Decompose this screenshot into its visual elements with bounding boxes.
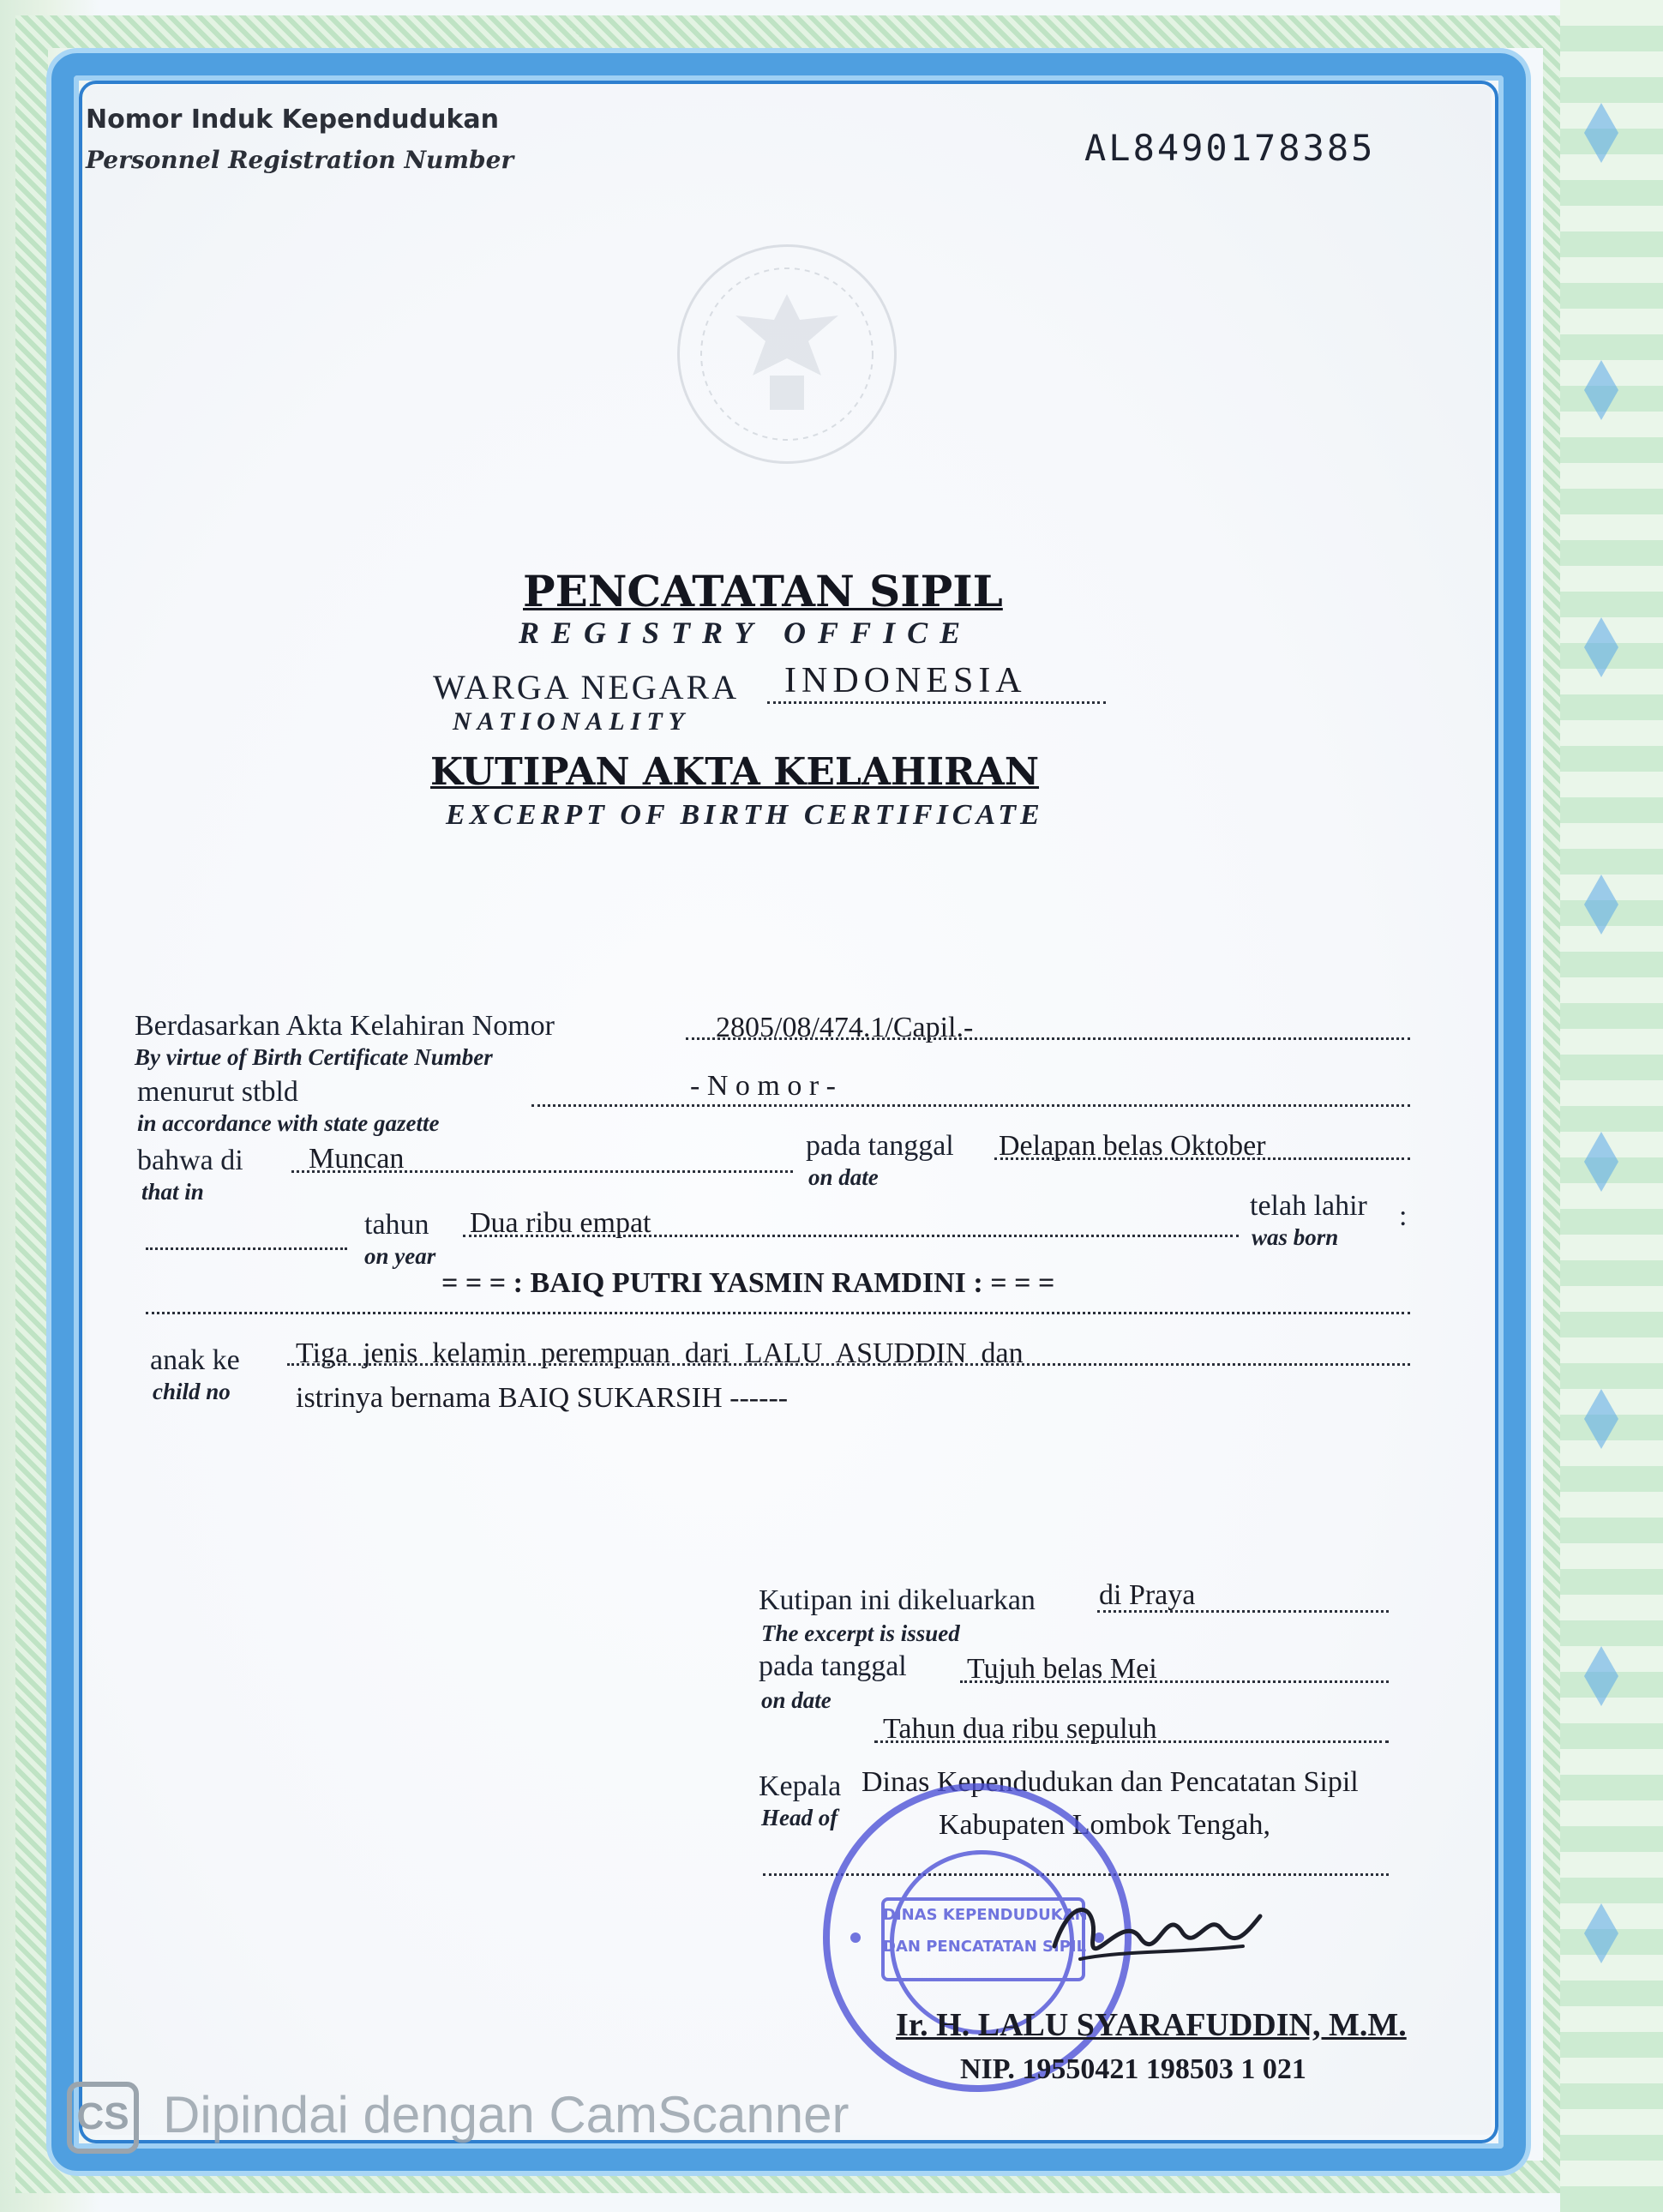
stbld-label-id: menurut stbld: [137, 1076, 298, 1108]
cert-number-label-en: By virtue of Birth Certificate Number: [135, 1044, 493, 1070]
camscanner-watermark: Dipindai dengan CamScanner: [163, 2086, 850, 2143]
cert-number-value: 2805/08/474.1/Capil.-: [716, 1012, 974, 1043]
born-label-id: telah lahir: [1250, 1190, 1367, 1222]
garuda-emblem-icon: [677, 244, 897, 464]
document-title-en: EXCERPT OF BIRTH CERTIFICATE: [446, 799, 1044, 831]
nik-label-id: Nomor Induk Kependudukan: [86, 105, 500, 135]
place-value: Muncan: [309, 1143, 405, 1175]
child-number-label-id: anak ke: [150, 1344, 240, 1376]
head-office-line2: Kabupaten Lombok Tengah,: [939, 1809, 1270, 1841]
date-label-en: on date: [808, 1164, 879, 1190]
official-stamp: DINAS KEPENDUDUKAN DAN PENCATATAN SIPIL: [823, 1783, 1132, 2092]
cert-number-label-id: Berdasarkan Akta Kelahiran Nomor: [135, 1010, 555, 1042]
born-label-en: was born: [1252, 1224, 1339, 1250]
head-label-en: Head of: [761, 1805, 838, 1830]
place-label-en: that in: [141, 1179, 204, 1205]
stbld-value: - N o m o r -: [690, 1070, 836, 1102]
year-label-id: tahun: [364, 1209, 429, 1241]
issued-date-label-id: pada tanggal: [759, 1650, 907, 1682]
official-name: Ir. H. LALU SYARAFUDDIN, M.M.: [896, 2007, 1407, 2043]
serial-number: AL8490178385: [1084, 127, 1376, 169]
place-label-id: bahwa di: [137, 1145, 243, 1176]
document-title-id: KUTIPAN AKTA KELAHIRAN: [430, 750, 1040, 794]
nationality-value: INDONESIA: [784, 661, 1027, 700]
head-label-id: Kepala: [759, 1770, 842, 1802]
stbld-label-en: in accordance with state gazette: [137, 1110, 440, 1136]
head-office-line1: Dinas Kependudukan dan Pencatatan Sipil: [862, 1766, 1359, 1798]
nationality-label-en: NATIONALITY: [453, 707, 691, 736]
year-label-en: on year: [364, 1243, 436, 1269]
office-title-id: PENCATATAN SIPIL: [523, 566, 1003, 616]
child-detail-line1: Tiga jenis kelamin perempuan dari LALU ASUDDIN dan: [296, 1337, 1024, 1369]
certificate-page: Nomor Induk Kependudukan Personnel Registration Number AL8490178385 PENCATATAN SIPIL REGISTRY OFFICE WARGA NEGARA INDONESIA NATIONALITY KUTIPAN AKTA KELAHIRAN EXCERPT OF BIRTH CERTIFICATE Berdasarkan Akta Kelahiran Nomor By virtue of Birth Certificate Number 2805/08/474.1/Capil.- menurut stbld in accordance with state gazette - N o m o r - bahwa di that in Muncan pada tanggal on date Delapan belas Oktober tahun on year Dua ribu empat telah lahir was born : = = = : BAIQ PUTRI YASMIN RAMDINI : = = = anak ke child no Tiga jenis kelamin perempuan dari LALU ASUDDIN dan istrinya bernama BAIQ SUKARSIH ------ Kutipan ini dikeluarkan The excerpt is issued di Praya pada tanggal on date Tujuh belas Mei Tahun dua ribu sepuluh Kepala Head of Dinas Kependudukan dan Pencatatan Sipil Kabupaten Lombok Tengah, DINAS KEPENDUDUKAN DAN PENCATATAN SIPIL Ir. H. LALU SYARAFUDDIN, M.M. NIP. 19550421 198503 1 021 CS Dipindai dengan CamScanner: [0, 0, 1663, 2212]
child-number-label-en: child no: [153, 1379, 231, 1404]
nik-label-en: Personnel Registration Number: [86, 146, 514, 174]
date-value: Delapan belas Oktober: [999, 1130, 1266, 1162]
issued-year-value: Tahun dua ribu sepuluh: [883, 1713, 1157, 1745]
issued-label-id: Kutipan ini dikeluarkan: [759, 1584, 1036, 1616]
child-name: = = = : BAIQ PUTRI YASMIN RAMDINI : = = =: [441, 1267, 1055, 1299]
nationality-label-id: WARGA NEGARA: [433, 668, 740, 706]
official-nip: NIP. 19550421 198503 1 021: [960, 2053, 1306, 2085]
issued-label-en: The excerpt is issued: [761, 1620, 960, 1646]
issued-date-label-en: on date: [761, 1687, 832, 1713]
issued-place: di Praya: [1099, 1579, 1196, 1611]
year-value: Dua ribu empat: [470, 1207, 651, 1239]
right-edge-strip: [1560, 0, 1663, 2212]
office-title-en: REGISTRY OFFICE: [519, 616, 973, 650]
signature-icon: [1046, 1878, 1269, 1981]
camscanner-logo-icon: CS: [67, 2082, 139, 2154]
date-label-id: pada tanggal: [806, 1130, 954, 1162]
child-detail-line2: istrinya bernama BAIQ SUKARSIH ------: [296, 1382, 789, 1414]
issued-date-value: Tujuh belas Mei: [967, 1653, 1157, 1685]
